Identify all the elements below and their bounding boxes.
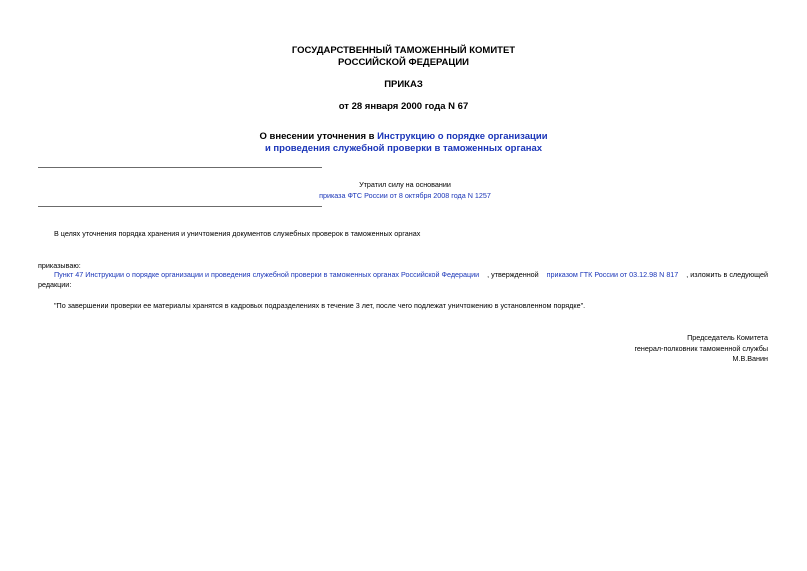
org-name-line2: РОССИЙСКОЙ ФЕДЕРАЦИИ: [337, 57, 469, 68]
doc-title-link-part2[interactable]: и проведения служебной проверки в таможенных органах: [264, 143, 543, 154]
signature-block: [634, 333, 768, 365]
doc-title-line1: [0, 131, 807, 143]
order-item-paragraph: [38, 270, 768, 290]
signature-rank: генерал-полковник таможенной службы: [634, 343, 768, 353]
doc-type: ПРИКАЗ: [384, 79, 423, 90]
signature-name: М.В.Ванин: [732, 354, 768, 363]
gtk-order-link[interactable]: приказом ГТК России от 03.12.98 N 817: [546, 270, 679, 279]
status-note-link[interactable]: приказа ФТС России от 8 октября 2008 года N 1257: [319, 191, 491, 200]
new-wording-quote: "По завершении проверки ее материалы хранятся в кадровых подразделениях в течение 3 лет, после чего подлежат уничтожению в установленном порядке".: [54, 301, 586, 310]
order-word: приказываю:: [38, 261, 81, 270]
org-name-line1: ГОСУДАРСТВЕННЫЙ ТАМОЖЕННЫЙ КОМИТЕТ: [291, 45, 516, 56]
bottom-divider: [38, 206, 322, 207]
order-item-tail: , изложить в следующей: [686, 270, 768, 279]
doc-date-number: от 28 января 2000 года N 67: [338, 101, 469, 112]
doc-title-link-part1[interactable]: Инструкцию о порядке организации: [377, 131, 548, 142]
top-divider: [38, 167, 322, 168]
signature-position: Председатель Комитета: [687, 333, 768, 342]
order-item-line2: редакции:: [38, 280, 72, 289]
status-note-line1: Утратил силу на основании: [359, 180, 451, 189]
order-item-mid: , утвержденной: [487, 270, 539, 279]
doc-title-prefix: О внесении уточнения в: [259, 131, 378, 142]
instruction-link[interactable]: Пункт 47 Инструкции о порядке организации и проведения служебной проверки в таможенных органах Российской Федерации: [54, 270, 480, 279]
preamble-text: В целях уточнения порядка хранения и уничтожения документов служебных проверок в таможенных органах: [54, 229, 421, 238]
order-item-line1: [38, 270, 768, 280]
